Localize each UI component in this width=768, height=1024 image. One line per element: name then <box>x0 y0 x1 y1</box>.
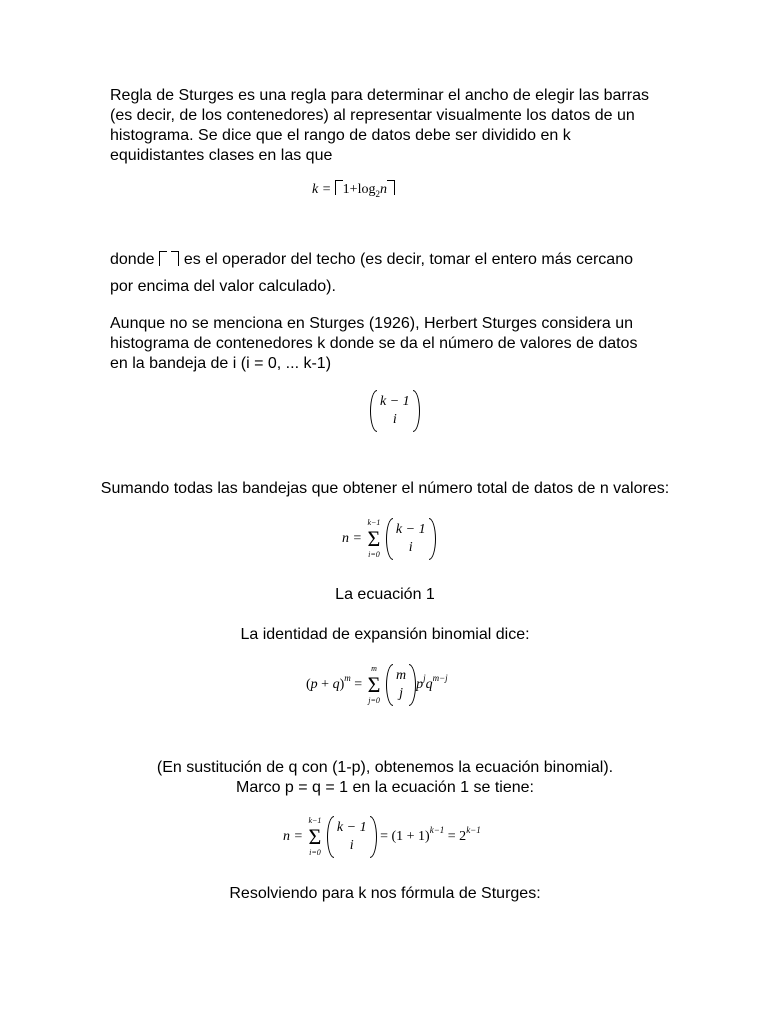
expansion-plus: + <box>321 677 330 693</box>
intro-paragraph: Regla de Sturges es una regla para determinar el ancho de elegir las barras (es decir, de los contenedores) al representar visualmente los datos de un histograma. Se dice que el rango de datos debe ser dividido en k equidistantes clases en las que <box>110 87 649 164</box>
sum-formula <box>342 518 436 560</box>
expansion-open-paren: ( <box>306 677 311 693</box>
sigma-upper: m <box>371 664 377 673</box>
formula-log: log <box>357 182 376 197</box>
ceil-right-bracket <box>387 180 395 195</box>
binomial-bottom: i <box>392 412 397 427</box>
ceiling-text-before: donde <box>110 251 155 268</box>
formula-one: 1 <box>342 182 350 197</box>
binomial-top: k − 1 <box>380 394 410 409</box>
expansion-q: q <box>332 677 340 693</box>
sigma-lower: i=0 <box>309 848 321 857</box>
subst-rhs-exponent: k−1 <box>466 825 481 836</box>
binomial-identity-heading: La identidad de expansión binomial dice: <box>240 626 530 643</box>
paren-left <box>370 390 377 432</box>
subst-middle-exponent: k−1 <box>429 825 445 836</box>
binomial-bottom: i <box>408 540 413 555</box>
sigma-glyph: Σ <box>367 672 381 697</box>
binomial-expansion-formula <box>306 664 448 706</box>
ceil-symbol-left <box>159 251 167 266</box>
binomial <box>386 518 436 560</box>
term-q-exponent: m−j <box>432 673 448 684</box>
paren-right <box>413 390 420 432</box>
binomial-body <box>393 667 409 703</box>
paren-right <box>429 518 436 560</box>
paren-left <box>386 664 393 706</box>
binomial-body <box>334 819 370 855</box>
sigma-lower: j=0 <box>368 696 380 705</box>
sigma-upper: k−1 <box>308 816 322 825</box>
binomial-body <box>393 521 429 557</box>
sum-paragraph: Sumando todas las bandejas que obtener el número total de datos de n valores: <box>100 480 670 497</box>
ceil-left-bracket <box>335 180 343 195</box>
term-p: p <box>416 677 424 693</box>
expansion-close-paren: ) <box>339 677 345 693</box>
formula-log-base: 2 <box>375 189 380 199</box>
paren-left <box>386 518 393 560</box>
sigma-lower: i=0 <box>368 550 380 559</box>
formula-lhs: k = <box>312 182 332 197</box>
binomial-k-i <box>370 390 420 432</box>
binomial-bottom: i <box>349 838 354 853</box>
subst-rhs: = 2 <box>447 829 467 845</box>
ceil-symbol-right <box>171 251 179 266</box>
term-p-exponent: j <box>423 673 426 684</box>
binomial-top: k − 1 <box>336 820 367 835</box>
binomial-top: m <box>395 668 407 683</box>
binomial-bottom: j <box>399 686 403 701</box>
sum-lhs: n = <box>342 531 362 547</box>
sigma-glyph: Σ <box>367 526 381 551</box>
subst-middle: = (1 + 1) <box>380 829 430 845</box>
formula-arg: n <box>379 182 387 197</box>
binomial-body <box>377 393 413 429</box>
binomial <box>370 390 420 432</box>
paren-right <box>370 816 377 858</box>
term-q: q <box>425 677 433 693</box>
herbert-paragraph: Aunque no se menciona en Sturges (1926), Herbert Sturges considera un histograma de contenedores k donde se da el número de valores de datos en la bandeja de i (i = 0, ... k-1) <box>110 315 638 372</box>
binomial <box>386 664 416 706</box>
ceiling-text-after: es el operador del techo (es decir, tomar el entero más cercano por encima del valor calculado). <box>110 251 633 295</box>
expansion-p: p <box>310 677 318 693</box>
sturges-formula <box>312 180 395 199</box>
sigma-upper: k−1 <box>367 518 381 527</box>
ceiling-paragraph <box>110 246 650 300</box>
binomial <box>327 816 377 858</box>
set-pq-line: Marco p = q = 1 en la ecuación 1 se tiene: <box>236 779 534 796</box>
subst-lhs: n = <box>283 829 303 845</box>
formula-plus: + <box>349 182 358 197</box>
expansion-equals: = <box>354 677 363 693</box>
sigma-symbol <box>308 816 321 858</box>
equation-1-label: La ecuación 1 <box>335 586 435 603</box>
sigma-symbol <box>367 518 380 560</box>
paren-left <box>327 816 334 858</box>
solving-line: Resolviendo para k nos fórmula de Sturges: <box>229 885 541 902</box>
binomial-top: k − 1 <box>395 522 426 537</box>
substituted-sum-formula <box>283 816 481 858</box>
sigma-symbol <box>368 664 381 706</box>
expansion-exponent: m <box>344 673 351 684</box>
sigma-glyph: Σ <box>308 824 322 849</box>
substitution-line: (En sustitución de q con (1-p), obtenemos la ecuación binomial). <box>156 759 614 776</box>
